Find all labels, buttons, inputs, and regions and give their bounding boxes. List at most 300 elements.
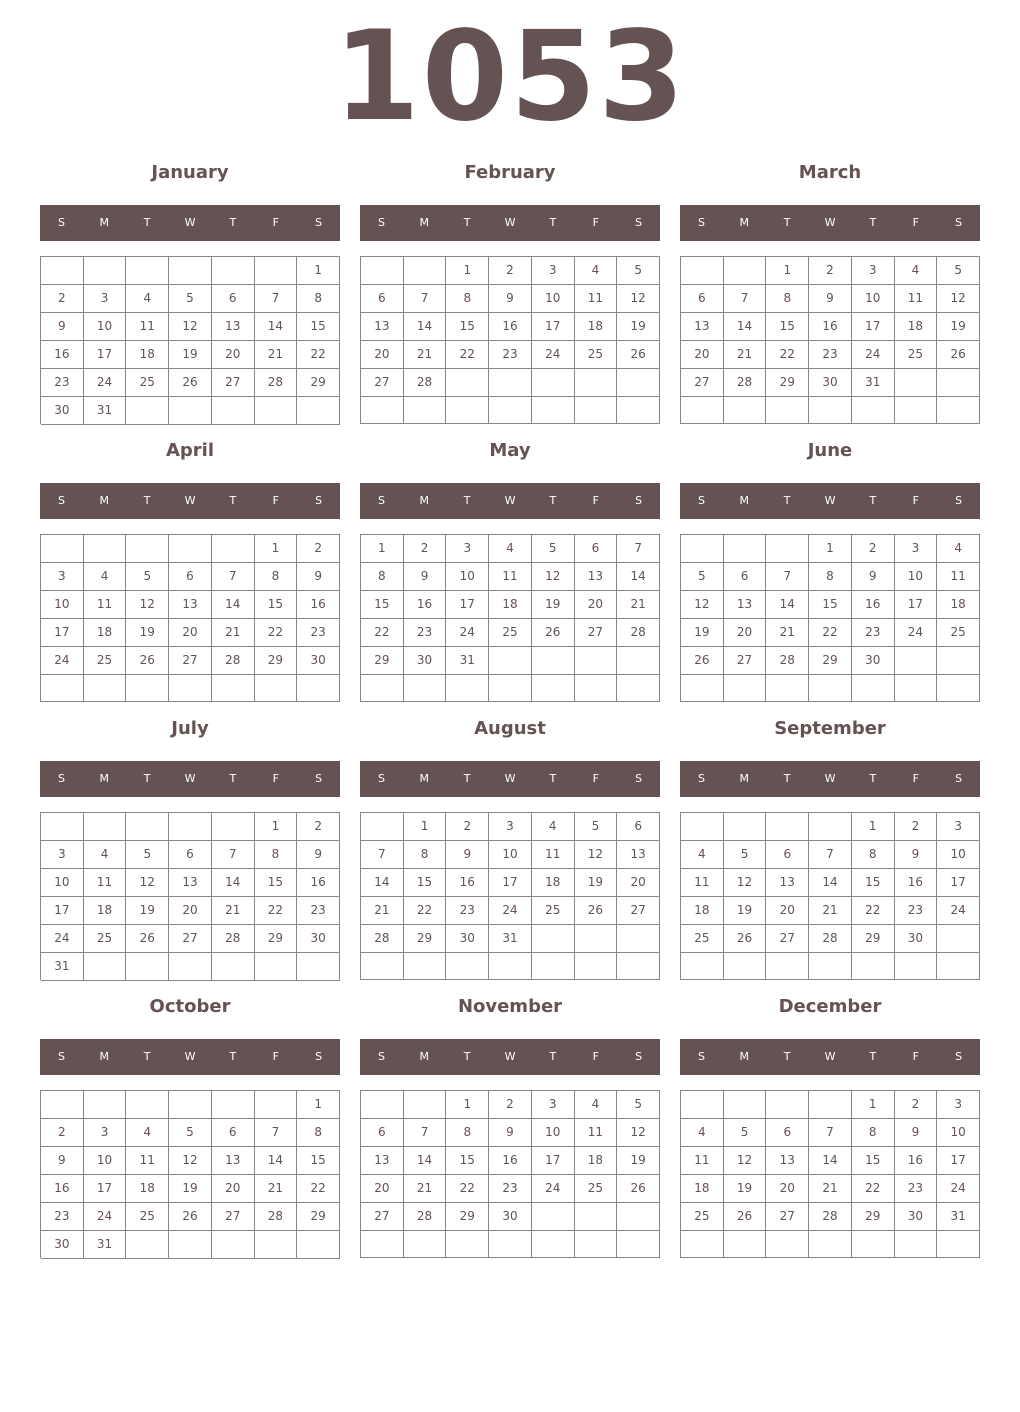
day-cell[interactable]: 22	[255, 897, 298, 925]
day-cell[interactable]: 29	[809, 647, 852, 675]
day-cell[interactable]: 14	[724, 313, 767, 341]
day-cell[interactable]: 7	[255, 1119, 298, 1147]
day-cell[interactable]: 18	[126, 341, 169, 369]
day-cell[interactable]: 5	[126, 563, 169, 591]
day-cell[interactable]: 5	[724, 1119, 767, 1147]
day-cell[interactable]: 25	[84, 925, 127, 953]
day-cell[interactable]: 2	[489, 1091, 532, 1119]
day-cell[interactable]: 26	[532, 619, 575, 647]
day-cell[interactable]: 8	[404, 841, 447, 869]
day-cell[interactable]: 5	[532, 535, 575, 563]
day-cell[interactable]: 22	[766, 341, 809, 369]
day-cell[interactable]: 31	[489, 925, 532, 953]
day-cell[interactable]: 4	[937, 535, 980, 563]
day-cell[interactable]: 11	[532, 841, 575, 869]
day-cell[interactable]: 3	[446, 535, 489, 563]
day-cell[interactable]: 23	[809, 341, 852, 369]
day-cell[interactable]: 12	[617, 1119, 660, 1147]
day-cell[interactable]: 15	[446, 1147, 489, 1175]
day-cell[interactable]: 13	[766, 869, 809, 897]
day-cell[interactable]: 22	[297, 1175, 340, 1203]
day-cell[interactable]: 26	[937, 341, 980, 369]
day-cell[interactable]: 29	[852, 925, 895, 953]
day-cell[interactable]: 18	[681, 897, 724, 925]
day-cell[interactable]: 4	[84, 841, 127, 869]
day-cell[interactable]: 2	[895, 1091, 938, 1119]
day-cell[interactable]: 20	[724, 619, 767, 647]
day-cell[interactable]: 17	[937, 869, 980, 897]
day-cell[interactable]: 11	[937, 563, 980, 591]
day-cell[interactable]: 12	[126, 591, 169, 619]
day-cell[interactable]: 1	[297, 257, 340, 285]
day-cell[interactable]: 24	[446, 619, 489, 647]
day-cell[interactable]: 6	[361, 1119, 404, 1147]
day-cell[interactable]: 25	[489, 619, 532, 647]
day-cell[interactable]: 9	[895, 841, 938, 869]
day-cell[interactable]: 5	[169, 285, 212, 313]
day-cell[interactable]: 3	[895, 535, 938, 563]
day-cell[interactable]: 27	[724, 647, 767, 675]
day-cell[interactable]: 6	[361, 285, 404, 313]
day-cell[interactable]: 12	[532, 563, 575, 591]
day-cell[interactable]: 17	[532, 1147, 575, 1175]
day-cell[interactable]: 27	[361, 369, 404, 397]
day-cell[interactable]: 1	[446, 1091, 489, 1119]
day-cell[interactable]: 1	[446, 257, 489, 285]
day-cell[interactable]: 27	[212, 369, 255, 397]
day-cell[interactable]: 14	[212, 869, 255, 897]
day-cell[interactable]: 27	[361, 1203, 404, 1231]
day-cell[interactable]: 21	[361, 897, 404, 925]
day-cell[interactable]: 18	[937, 591, 980, 619]
day-cell[interactable]: 1	[255, 813, 298, 841]
day-cell[interactable]: 13	[681, 313, 724, 341]
day-cell[interactable]: 11	[126, 1147, 169, 1175]
day-cell[interactable]: 14	[766, 591, 809, 619]
day-cell[interactable]: 22	[297, 341, 340, 369]
day-cell[interactable]: 25	[681, 925, 724, 953]
day-cell[interactable]: 5	[681, 563, 724, 591]
day-cell[interactable]: 9	[41, 1147, 84, 1175]
day-cell[interactable]: 12	[724, 869, 767, 897]
day-cell[interactable]: 10	[489, 841, 532, 869]
day-cell[interactable]: 3	[852, 257, 895, 285]
day-cell[interactable]: 17	[446, 591, 489, 619]
day-cell[interactable]: 20	[766, 897, 809, 925]
day-cell[interactable]: 11	[84, 869, 127, 897]
day-cell[interactable]: 30	[809, 369, 852, 397]
day-cell[interactable]: 25	[575, 341, 618, 369]
day-cell[interactable]: 19	[617, 1147, 660, 1175]
day-cell[interactable]: 15	[852, 1147, 895, 1175]
day-cell[interactable]: 6	[212, 285, 255, 313]
day-cell[interactable]: 26	[617, 341, 660, 369]
day-cell[interactable]: 1	[852, 813, 895, 841]
day-cell[interactable]: 16	[404, 591, 447, 619]
day-cell[interactable]: 28	[212, 925, 255, 953]
day-cell[interactable]: 15	[297, 313, 340, 341]
day-cell[interactable]: 24	[852, 341, 895, 369]
day-cell[interactable]: 23	[297, 619, 340, 647]
day-cell[interactable]: 21	[404, 341, 447, 369]
day-cell[interactable]: 20	[169, 619, 212, 647]
day-cell[interactable]: 12	[169, 313, 212, 341]
day-cell[interactable]: 7	[361, 841, 404, 869]
day-cell[interactable]: 27	[766, 1203, 809, 1231]
day-cell[interactable]: 21	[617, 591, 660, 619]
day-cell[interactable]: 3	[84, 285, 127, 313]
day-cell[interactable]: 23	[895, 1175, 938, 1203]
day-cell[interactable]: 6	[766, 841, 809, 869]
day-cell[interactable]: 30	[297, 647, 340, 675]
day-cell[interactable]: 2	[809, 257, 852, 285]
day-cell[interactable]: 1	[255, 535, 298, 563]
day-cell[interactable]: 30	[297, 925, 340, 953]
day-cell[interactable]: 2	[895, 813, 938, 841]
day-cell[interactable]: 19	[937, 313, 980, 341]
day-cell[interactable]: 16	[895, 1147, 938, 1175]
day-cell[interactable]: 15	[404, 869, 447, 897]
day-cell[interactable]: 18	[489, 591, 532, 619]
day-cell[interactable]: 23	[404, 619, 447, 647]
day-cell[interactable]: 28	[809, 1203, 852, 1231]
day-cell[interactable]: 18	[84, 619, 127, 647]
day-cell[interactable]: 5	[575, 813, 618, 841]
day-cell[interactable]: 17	[895, 591, 938, 619]
day-cell[interactable]: 3	[41, 841, 84, 869]
day-cell[interactable]: 11	[575, 285, 618, 313]
day-cell[interactable]: 11	[84, 591, 127, 619]
day-cell[interactable]: 21	[404, 1175, 447, 1203]
day-cell[interactable]: 10	[937, 1119, 980, 1147]
day-cell[interactable]: 11	[575, 1119, 618, 1147]
day-cell[interactable]: 5	[617, 257, 660, 285]
day-cell[interactable]: 25	[126, 1203, 169, 1231]
day-cell[interactable]: 29	[255, 925, 298, 953]
day-cell[interactable]: 18	[126, 1175, 169, 1203]
day-cell[interactable]: 29	[852, 1203, 895, 1231]
day-cell[interactable]: 16	[297, 869, 340, 897]
day-cell[interactable]: 26	[575, 897, 618, 925]
day-cell[interactable]: 1	[361, 535, 404, 563]
day-cell[interactable]: 17	[41, 619, 84, 647]
day-cell[interactable]: 15	[255, 869, 298, 897]
day-cell[interactable]: 12	[575, 841, 618, 869]
day-cell[interactable]: 26	[126, 647, 169, 675]
day-cell[interactable]: 7	[212, 841, 255, 869]
day-cell[interactable]: 8	[297, 1119, 340, 1147]
day-cell[interactable]: 22	[361, 619, 404, 647]
day-cell[interactable]: 20	[212, 341, 255, 369]
day-cell[interactable]: 13	[169, 869, 212, 897]
day-cell[interactable]: 15	[255, 591, 298, 619]
day-cell[interactable]: 17	[852, 313, 895, 341]
day-cell[interactable]: 27	[575, 619, 618, 647]
day-cell[interactable]: 30	[489, 1203, 532, 1231]
day-cell[interactable]: 26	[681, 647, 724, 675]
day-cell[interactable]: 21	[255, 1175, 298, 1203]
day-cell[interactable]: 23	[852, 619, 895, 647]
day-cell[interactable]: 17	[41, 897, 84, 925]
day-cell[interactable]: 9	[297, 563, 340, 591]
day-cell[interactable]: 20	[617, 869, 660, 897]
day-cell[interactable]: 25	[895, 341, 938, 369]
day-cell[interactable]: 19	[169, 341, 212, 369]
day-cell[interactable]: 10	[532, 1119, 575, 1147]
day-cell[interactable]: 14	[255, 1147, 298, 1175]
day-cell[interactable]: 23	[489, 341, 532, 369]
day-cell[interactable]: 29	[361, 647, 404, 675]
day-cell[interactable]: 10	[84, 313, 127, 341]
day-cell[interactable]: 22	[404, 897, 447, 925]
day-cell[interactable]: 31	[852, 369, 895, 397]
day-cell[interactable]: 28	[617, 619, 660, 647]
day-cell[interactable]: 30	[895, 1203, 938, 1231]
day-cell[interactable]: 30	[895, 925, 938, 953]
day-cell[interactable]: 14	[404, 313, 447, 341]
day-cell[interactable]: 21	[724, 341, 767, 369]
day-cell[interactable]: 8	[361, 563, 404, 591]
day-cell[interactable]: 13	[724, 591, 767, 619]
day-cell[interactable]: 13	[169, 591, 212, 619]
day-cell[interactable]: 5	[617, 1091, 660, 1119]
day-cell[interactable]: 8	[809, 563, 852, 591]
day-cell[interactable]: 13	[361, 1147, 404, 1175]
day-cell[interactable]: 30	[41, 397, 84, 425]
day-cell[interactable]: 11	[126, 313, 169, 341]
day-cell[interactable]: 22	[852, 897, 895, 925]
day-cell[interactable]: 28	[766, 647, 809, 675]
day-cell[interactable]: 4	[575, 257, 618, 285]
day-cell[interactable]: 21	[212, 619, 255, 647]
day-cell[interactable]: 28	[212, 647, 255, 675]
day-cell[interactable]: 31	[937, 1203, 980, 1231]
day-cell[interactable]: 25	[84, 647, 127, 675]
day-cell[interactable]: 21	[212, 897, 255, 925]
day-cell[interactable]: 23	[41, 1203, 84, 1231]
day-cell[interactable]: 7	[255, 285, 298, 313]
day-cell[interactable]: 15	[446, 313, 489, 341]
day-cell[interactable]: 22	[446, 1175, 489, 1203]
day-cell[interactable]: 2	[852, 535, 895, 563]
day-cell[interactable]: 7	[766, 563, 809, 591]
day-cell[interactable]: 14	[809, 1147, 852, 1175]
day-cell[interactable]: 13	[617, 841, 660, 869]
day-cell[interactable]: 2	[297, 813, 340, 841]
day-cell[interactable]: 5	[126, 841, 169, 869]
day-cell[interactable]: 8	[852, 841, 895, 869]
day-cell[interactable]: 16	[41, 341, 84, 369]
day-cell[interactable]: 9	[809, 285, 852, 313]
day-cell[interactable]: 24	[895, 619, 938, 647]
day-cell[interactable]: 23	[489, 1175, 532, 1203]
day-cell[interactable]: 3	[84, 1119, 127, 1147]
day-cell[interactable]: 4	[84, 563, 127, 591]
day-cell[interactable]: 17	[84, 1175, 127, 1203]
day-cell[interactable]: 18	[575, 1147, 618, 1175]
day-cell[interactable]: 19	[532, 591, 575, 619]
day-cell[interactable]: 7	[809, 1119, 852, 1147]
day-cell[interactable]: 22	[255, 619, 298, 647]
day-cell[interactable]: 10	[446, 563, 489, 591]
day-cell[interactable]: 13	[361, 313, 404, 341]
day-cell[interactable]: 9	[41, 313, 84, 341]
day-cell[interactable]: 29	[446, 1203, 489, 1231]
day-cell[interactable]: 11	[489, 563, 532, 591]
day-cell[interactable]: 27	[169, 925, 212, 953]
day-cell[interactable]: 2	[297, 535, 340, 563]
day-cell[interactable]: 9	[852, 563, 895, 591]
day-cell[interactable]: 26	[617, 1175, 660, 1203]
day-cell[interactable]: 2	[41, 1119, 84, 1147]
day-cell[interactable]: 20	[361, 341, 404, 369]
day-cell[interactable]: 14	[212, 591, 255, 619]
day-cell[interactable]: 3	[937, 1091, 980, 1119]
day-cell[interactable]: 28	[724, 369, 767, 397]
day-cell[interactable]: 6	[617, 813, 660, 841]
day-cell[interactable]: 20	[681, 341, 724, 369]
day-cell[interactable]: 13	[212, 1147, 255, 1175]
day-cell[interactable]: 20	[361, 1175, 404, 1203]
day-cell[interactable]: 13	[575, 563, 618, 591]
day-cell[interactable]: 10	[532, 285, 575, 313]
day-cell[interactable]: 12	[937, 285, 980, 313]
day-cell[interactable]: 4	[895, 257, 938, 285]
day-cell[interactable]: 2	[489, 257, 532, 285]
day-cell[interactable]: 16	[809, 313, 852, 341]
day-cell[interactable]: 31	[84, 1231, 127, 1259]
day-cell[interactable]: 27	[212, 1203, 255, 1231]
day-cell[interactable]: 10	[41, 869, 84, 897]
day-cell[interactable]: 17	[489, 869, 532, 897]
day-cell[interactable]: 19	[724, 1175, 767, 1203]
day-cell[interactable]: 6	[212, 1119, 255, 1147]
day-cell[interactable]: 1	[766, 257, 809, 285]
day-cell[interactable]: 31	[84, 397, 127, 425]
day-cell[interactable]: 13	[766, 1147, 809, 1175]
day-cell[interactable]: 4	[489, 535, 532, 563]
day-cell[interactable]: 8	[766, 285, 809, 313]
day-cell[interactable]: 3	[937, 813, 980, 841]
day-cell[interactable]: 6	[575, 535, 618, 563]
day-cell[interactable]: 18	[575, 313, 618, 341]
day-cell[interactable]: 25	[126, 369, 169, 397]
day-cell[interactable]: 6	[724, 563, 767, 591]
day-cell[interactable]: 10	[895, 563, 938, 591]
day-cell[interactable]: 12	[681, 591, 724, 619]
day-cell[interactable]: 10	[937, 841, 980, 869]
day-cell[interactable]: 4	[681, 841, 724, 869]
day-cell[interactable]: 7	[404, 1119, 447, 1147]
day-cell[interactable]: 19	[126, 897, 169, 925]
day-cell[interactable]: 25	[937, 619, 980, 647]
day-cell[interactable]: 19	[126, 619, 169, 647]
day-cell[interactable]: 9	[489, 285, 532, 313]
day-cell[interactable]: 8	[446, 285, 489, 313]
day-cell[interactable]: 26	[126, 925, 169, 953]
day-cell[interactable]: 20	[169, 897, 212, 925]
day-cell[interactable]: 12	[169, 1147, 212, 1175]
day-cell[interactable]: 3	[41, 563, 84, 591]
day-cell[interactable]: 9	[297, 841, 340, 869]
day-cell[interactable]: 14	[255, 313, 298, 341]
day-cell[interactable]: 27	[766, 925, 809, 953]
day-cell[interactable]: 10	[41, 591, 84, 619]
day-cell[interactable]: 20	[212, 1175, 255, 1203]
day-cell[interactable]: 7	[809, 841, 852, 869]
day-cell[interactable]: 15	[852, 869, 895, 897]
day-cell[interactable]: 4	[126, 1119, 169, 1147]
day-cell[interactable]: 14	[361, 869, 404, 897]
day-cell[interactable]: 16	[446, 869, 489, 897]
day-cell[interactable]: 8	[255, 563, 298, 591]
day-cell[interactable]: 26	[724, 925, 767, 953]
day-cell[interactable]: 26	[169, 1203, 212, 1231]
day-cell[interactable]: 24	[937, 897, 980, 925]
day-cell[interactable]: 21	[809, 897, 852, 925]
day-cell[interactable]: 4	[126, 285, 169, 313]
day-cell[interactable]: 29	[404, 925, 447, 953]
day-cell[interactable]: 12	[126, 869, 169, 897]
day-cell[interactable]: 24	[84, 1203, 127, 1231]
day-cell[interactable]: 16	[489, 1147, 532, 1175]
day-cell[interactable]: 28	[255, 369, 298, 397]
day-cell[interactable]: 9	[446, 841, 489, 869]
day-cell[interactable]: 28	[255, 1203, 298, 1231]
day-cell[interactable]: 19	[724, 897, 767, 925]
day-cell[interactable]: 23	[297, 897, 340, 925]
day-cell[interactable]: 29	[255, 647, 298, 675]
day-cell[interactable]: 29	[297, 1203, 340, 1231]
day-cell[interactable]: 3	[489, 813, 532, 841]
day-cell[interactable]: 28	[809, 925, 852, 953]
day-cell[interactable]: 5	[169, 1119, 212, 1147]
day-cell[interactable]: 9	[489, 1119, 532, 1147]
day-cell[interactable]: 31	[41, 953, 84, 981]
day-cell[interactable]: 24	[532, 1175, 575, 1203]
day-cell[interactable]: 28	[404, 1203, 447, 1231]
day-cell[interactable]: 24	[489, 897, 532, 925]
day-cell[interactable]: 6	[681, 285, 724, 313]
day-cell[interactable]: 5	[724, 841, 767, 869]
day-cell[interactable]: 16	[852, 591, 895, 619]
day-cell[interactable]: 11	[681, 1147, 724, 1175]
day-cell[interactable]: 29	[766, 369, 809, 397]
day-cell[interactable]: 24	[532, 341, 575, 369]
day-cell[interactable]: 18	[895, 313, 938, 341]
day-cell[interactable]: 22	[852, 1175, 895, 1203]
day-cell[interactable]: 17	[937, 1147, 980, 1175]
day-cell[interactable]: 12	[724, 1147, 767, 1175]
day-cell[interactable]: 22	[809, 619, 852, 647]
day-cell[interactable]: 2	[41, 285, 84, 313]
day-cell[interactable]: 9	[895, 1119, 938, 1147]
day-cell[interactable]: 4	[575, 1091, 618, 1119]
day-cell[interactable]: 7	[617, 535, 660, 563]
day-cell[interactable]: 27	[617, 897, 660, 925]
day-cell[interactable]: 24	[937, 1175, 980, 1203]
day-cell[interactable]: 13	[212, 313, 255, 341]
day-cell[interactable]: 15	[297, 1147, 340, 1175]
day-cell[interactable]: 29	[297, 369, 340, 397]
day-cell[interactable]: 18	[681, 1175, 724, 1203]
day-cell[interactable]: 19	[681, 619, 724, 647]
day-cell[interactable]: 20	[575, 591, 618, 619]
day-cell[interactable]: 10	[852, 285, 895, 313]
day-cell[interactable]: 27	[681, 369, 724, 397]
day-cell[interactable]: 2	[446, 813, 489, 841]
day-cell[interactable]: 6	[766, 1119, 809, 1147]
